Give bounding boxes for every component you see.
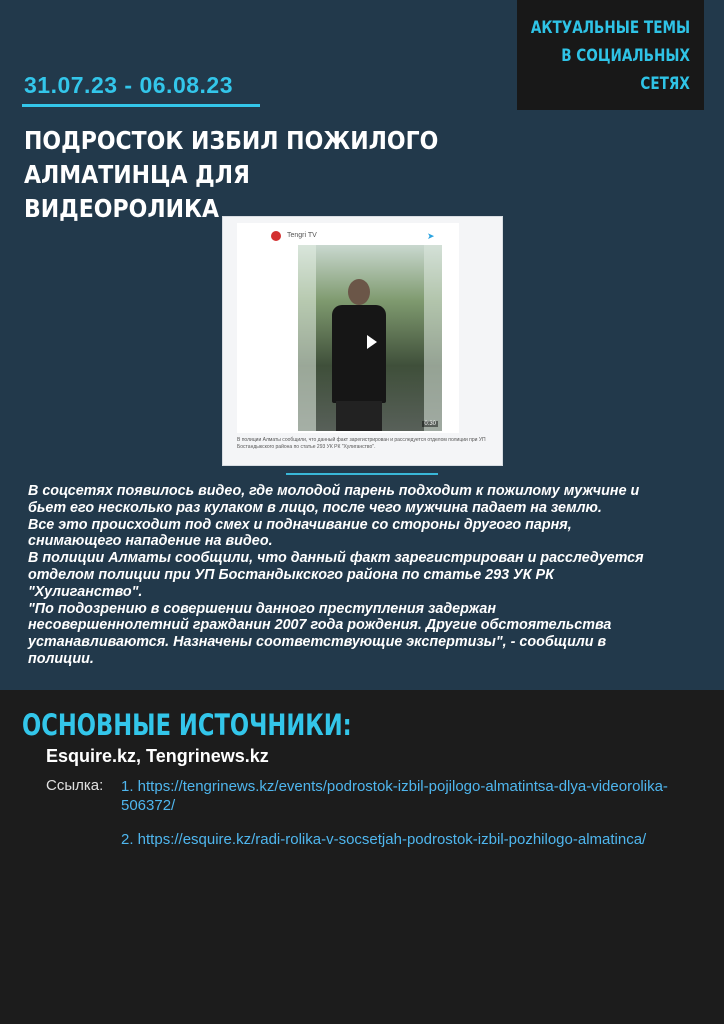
separator	[286, 473, 438, 475]
date-underline	[22, 104, 260, 107]
body-line: отделом полиции при УП Бостандыкского района по статье 293 УК РК	[28, 565, 554, 583]
source-link-tengrinews[interactable]: 1. https://tengrinews.kz/events/podrostok-izbil-pojilogo-almatintsa-dlya-videorolika-506372/	[121, 778, 668, 814]
person-head	[348, 279, 370, 305]
body-line: несовершеннолетний гражданин 2007 года рождения. Другие обстоятельства	[28, 616, 612, 634]
link-label: Ссылка:	[46, 777, 104, 794]
channel-avatar-icon	[271, 231, 281, 241]
body-line: "Хулиганство".	[28, 582, 143, 600]
post-body	[237, 223, 459, 433]
badge-line: АКТУАЛЬНЫЕ ТЕМЫ	[530, 18, 690, 38]
headline	[24, 124, 552, 226]
channel-name: Tengri TV	[287, 232, 317, 239]
body-line: бьет его несколько раз кулаком в лицо, после чего мужчина падает на землю.	[28, 498, 602, 516]
source-link-esquire[interactable]: 2. https://esquire.kz/radi-rolika-v-socsetjah-podrostok-izbil-pozhilogo-almatinca/	[121, 831, 647, 848]
sources-names: Esquire.kz, Tengrinews.kz	[46, 746, 269, 766]
topic-badge	[517, 0, 704, 110]
video-thumbnail[interactable]	[298, 245, 442, 431]
sources-title: ОСНОВНЫЕ ИСТОЧНИКИ:	[22, 708, 352, 742]
badge-line: В СОЦИАЛЬНЫХ	[561, 46, 690, 66]
body-line: устанавливаются. Назначены соответствующие экспертизы", - сообщили в	[28, 633, 607, 651]
body-line: "По подозрению в совершении данного преступления задержан	[28, 599, 497, 617]
body-line: полиции.	[28, 649, 94, 667]
person-legs	[336, 401, 382, 431]
video-timestamp: 0:30	[424, 421, 436, 427]
play-icon[interactable]	[367, 335, 377, 349]
article-body	[28, 483, 687, 668]
headline-line: ВИДЕОРОЛИКА	[24, 194, 220, 223]
date-range: 31.07.23 - 06.08.23	[24, 72, 233, 98]
body-line: В полиции Алматы сообщили, что данный факт зарегистрирован и расследуется	[28, 549, 644, 567]
body-line: Все это происходит под смех и подначивание со стороны другого парня,	[28, 515, 572, 533]
blur-left	[298, 245, 316, 431]
body-line: В соцсетях появилось видео, где молодой парень подходит к пожилому мужчине и	[28, 482, 640, 499]
body-line: снимающего нападение на видео.	[28, 532, 273, 550]
headline-line: ПОДРОСТОК ИЗБИЛ ПОЖИЛОГО АЛМАТИНЦА ДЛЯ	[24, 126, 439, 189]
post-caption: В полиции Алматы сообщили, что данный факт зарегистрирован и расследуется отделом полиции при УП Бостандыкского района по статье 293 УК РК "Хулиганство".	[237, 437, 486, 450]
telegram-post-screenshot	[222, 216, 503, 466]
telegram-icon: ➤	[427, 231, 435, 241]
person-body	[332, 305, 386, 403]
badge-line: СЕТЯХ	[640, 74, 690, 94]
blur-right	[424, 245, 442, 431]
